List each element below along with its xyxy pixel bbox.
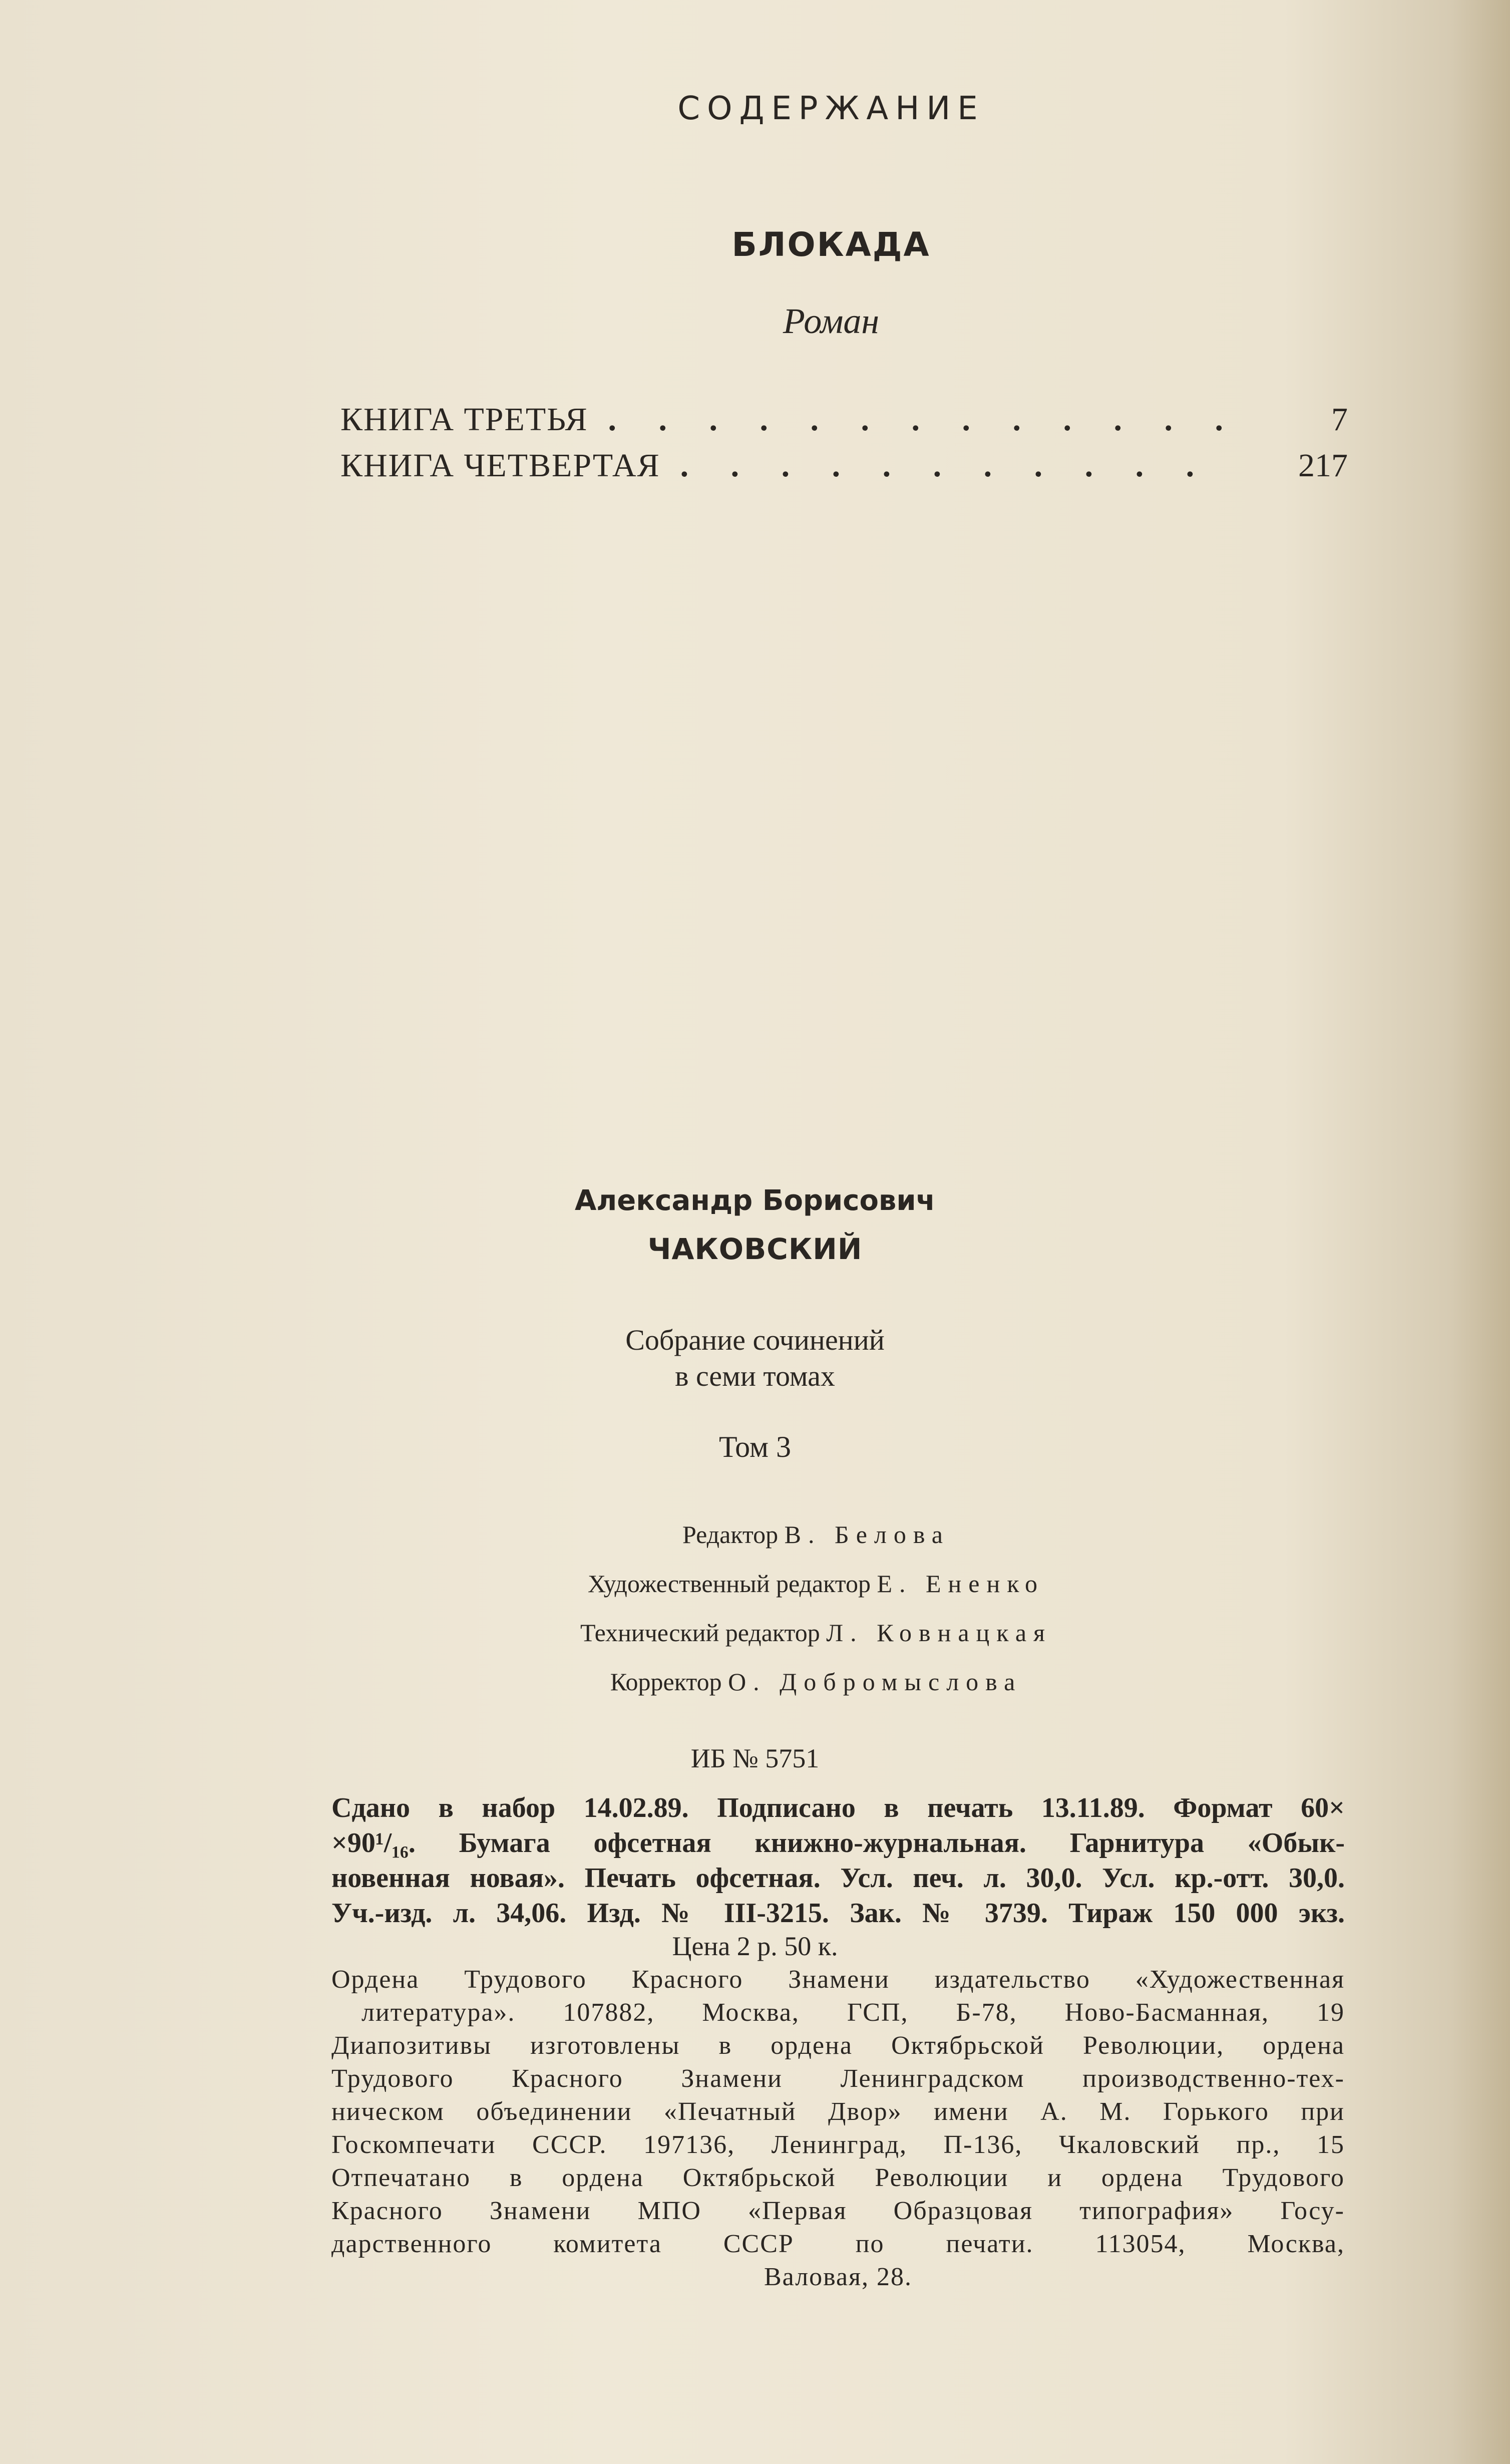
- collection-line: в семи томах: [675, 1360, 835, 1392]
- toc-entry[interactable]: [340, 447, 1348, 493]
- toc-entry[interactable]: [340, 401, 1348, 447]
- printer-line: Валовая, 28.: [764, 2263, 913, 2291]
- credit-role: Художественный редактор: [587, 1570, 871, 1598]
- publication-details: [331, 1790, 1345, 1931]
- collection-title: [505, 1322, 1005, 1394]
- printer-line: Красного Знамени МПО «Первая Образцовая типография» Госу-: [331, 2197, 1345, 2225]
- table-of-contents: [340, 401, 1348, 493]
- volume-number: Том 3: [719, 1430, 791, 1463]
- publication-line: новенная новая». Печать офсетная. Усл. печ. л. 30,0. Усл. кр.-отт. 30,0.: [331, 1863, 1345, 1894]
- printer-line: ническом объединении «Печатный Двор» имени А. М. Горького при: [331, 2097, 1345, 2126]
- toc-entry-page: 217: [1298, 447, 1348, 484]
- printer-line: дарственного комитета СССР по печати. 113054, Москва,: [331, 2230, 1345, 2258]
- contents-heading: СОДЕРЖАНИЕ: [677, 90, 985, 127]
- toc-leader-dots: . . . . . . . . . . .: [680, 447, 1212, 484]
- publication-line: Уч.-изд. л. 34,06. Изд. № III-3215. Зак. № 3739. Тираж 150 000 экз.: [331, 1898, 1345, 1929]
- printer-details: [331, 1963, 1345, 2294]
- printer-line: Трудового Красного Знамени Ленинградском производственно-тех-: [331, 2064, 1345, 2093]
- printer-line: Отпечатано в ордена Октябрьской Революции и ордена Трудового: [331, 2164, 1345, 2192]
- credit-row: [401, 1608, 1232, 1657]
- printer-line: Госкомпечати СССР. 197136, Ленинград, П-136, Чкаловский пр., 15: [331, 2130, 1345, 2159]
- credit-role: Редактор: [682, 1520, 779, 1549]
- toc-entry-page: 7: [1331, 401, 1348, 438]
- credit-name: Л. Ковнацкая: [826, 1619, 1052, 1647]
- credit-name: В. Белова: [784, 1520, 950, 1549]
- credits-list: [401, 1510, 1232, 1706]
- ib-number: ИБ № 5751: [690, 1743, 820, 1773]
- credit-row: [401, 1559, 1232, 1608]
- credit-row: [401, 1510, 1232, 1559]
- credit-name: Е. Ененко: [877, 1570, 1045, 1598]
- novel-title: БЛОКАДА: [731, 225, 931, 264]
- toc-leader-dots: . . . . . . . . . . . . .: [608, 401, 1241, 438]
- publication-line: ×90¹/₁₆. Бумага офсетная книжно-журнальная. Гарнитура «Обык-: [331, 1827, 1345, 1859]
- toc-entry-label: КНИГА ЧЕТВЕРТАЯ: [340, 447, 660, 484]
- printer-line: литература». 107882, Москва, ГСП, Б-78, Ново-Басманная, 19: [361, 1998, 1345, 2027]
- credit-row: [401, 1657, 1232, 1706]
- novel-subtitle: Роман: [783, 301, 880, 341]
- collection-line: Собрание сочинений: [625, 1324, 885, 1356]
- printer-line: Ордена Трудового Красного Знамени издательство «Художественная: [331, 1965, 1345, 1994]
- publication-line: Сдано в набор 14.02.89. Подписано в печать 13.11.89. Формат 60×: [331, 1792, 1345, 1823]
- author-surname: ЧАКОВСКИЙ: [647, 1232, 863, 1266]
- price: Цена 2 р. 50 к.: [672, 1931, 838, 1961]
- author-name: Александр Борисович: [574, 1184, 936, 1217]
- printer-line: Диапозитивы изготовлены в ордена Октябрьской Революции, ордена: [331, 2031, 1345, 2060]
- credit-role: Технический редактор: [580, 1619, 820, 1647]
- credit-name: О. Добромыслова: [728, 1668, 1022, 1696]
- credit-role: Корректор: [610, 1668, 722, 1696]
- toc-entry-label: КНИГА ТРЕТЬЯ: [340, 401, 588, 438]
